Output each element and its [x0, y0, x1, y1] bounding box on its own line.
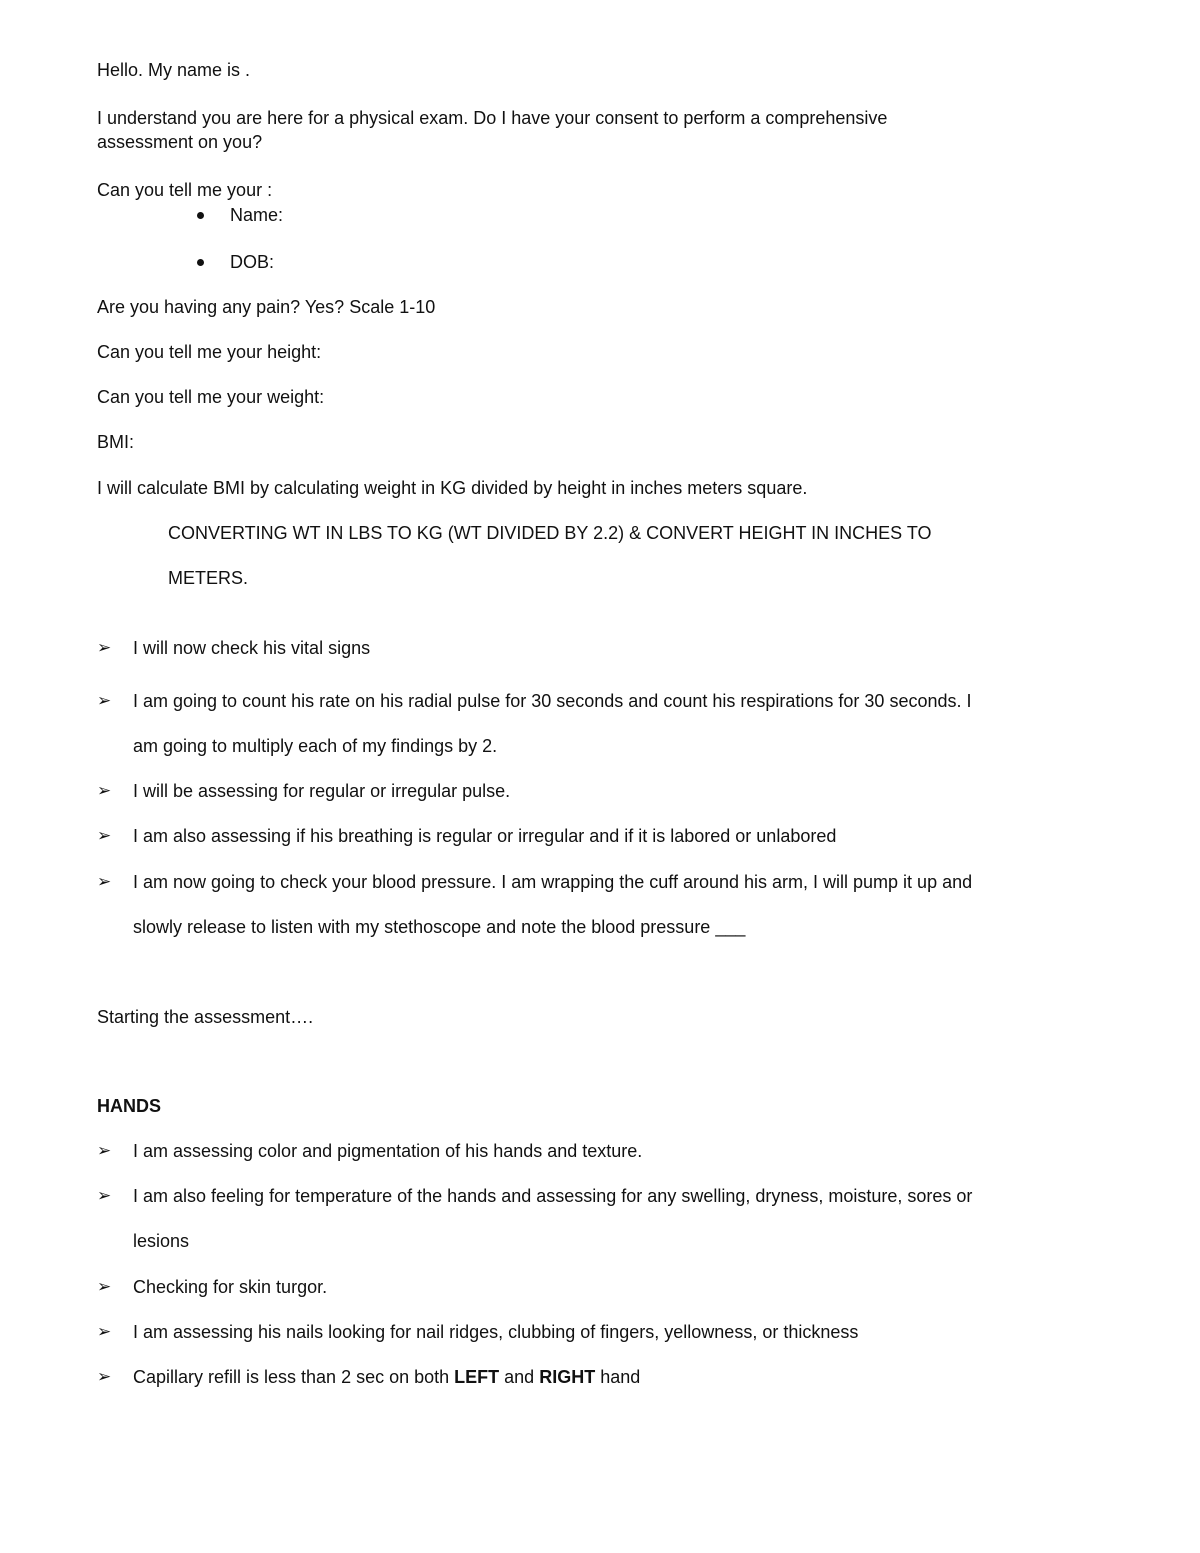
arrow-bullet-icon: ➢: [97, 826, 112, 846]
consent-line-2: assessment on you?: [97, 132, 263, 152]
hands-item-3: Checking for skin turgor.: [133, 1277, 328, 1297]
bmi-calc-line: I will calculate BMI by calculating weight in KG divided by height in inches meters square.: [97, 478, 808, 498]
ask-item-dob: DOB:: [230, 252, 275, 272]
cap-refill-middle: and: [499, 1367, 540, 1387]
arrow-bullet-icon: ➢: [97, 1186, 112, 1206]
arrow-bullet-icon: ➢: [97, 1277, 112, 1297]
arrow-bullet-icon: ➢: [97, 1367, 112, 1387]
cap-refill-left: LEFT: [454, 1367, 500, 1387]
hands-item-2-line-2: lesions: [133, 1231, 190, 1251]
hands-item-5: [133, 1366, 640, 1388]
convert-line-1: CONVERTING WT IN LBS TO KG (WT DIVIDED BY 2.2) & CONVERT HEIGHT IN INCHES TO: [168, 523, 932, 543]
vitals-item-5-line-1: I am now going to check your blood pressure. I am wrapping the cuff around his arm, I will pump it up and: [133, 872, 973, 892]
bullet-dot-icon: [197, 259, 204, 266]
vitals-item-2-line-1: I am going to count his rate on his radial pulse for 30 seconds and count his respirations for 30 seconds. I: [133, 691, 972, 711]
bullet-dot-icon: [197, 212, 204, 219]
vitals-item-4: I am also assessing if his breathing is regular or irregular and if it is labored or unlabored: [133, 826, 837, 846]
consent-line-1: I understand you are here for a physical exam. Do I have your consent to perform a comprehensive: [97, 108, 888, 128]
weight-line: Can you tell me your weight:: [97, 387, 325, 407]
hands-heading: HANDS: [97, 1096, 162, 1116]
bmi-label: BMI:: [97, 432, 135, 452]
vitals-item-2-line-2: am going to multiply each of my findings by 2.: [133, 736, 498, 756]
arrow-bullet-icon: ➢: [97, 691, 112, 711]
pain-line: Are you having any pain? Yes? Scale 1-10: [97, 297, 436, 317]
arrow-bullet-icon: ➢: [97, 781, 112, 801]
cap-refill-suffix: hand: [595, 1367, 641, 1387]
ask-intro: Can you tell me your :: [97, 180, 273, 200]
starting-line: Starting the assessment….: [97, 1007, 314, 1027]
height-line: Can you tell me your height:: [97, 342, 322, 362]
arrow-bullet-icon: ➢: [97, 1322, 112, 1342]
convert-line-2: METERS.: [168, 568, 249, 588]
ask-item-name: Name:: [230, 205, 284, 225]
vitals-item-3: I will be assessing for regular or irregular pulse.: [133, 781, 511, 801]
arrow-bullet-icon: ➢: [97, 638, 112, 658]
hands-item-1: I am assessing color and pigmentation of his hands and texture.: [133, 1141, 643, 1161]
cap-refill-prefix: Capillary refill is less than 2 sec on both: [133, 1367, 455, 1387]
vitals-item-1: I will now check his vital signs: [133, 638, 371, 658]
hands-item-4: I am assessing his nails looking for nail ridges, clubbing of fingers, yellowness, or thickness: [133, 1322, 859, 1342]
vitals-item-5-line-2: slowly release to listen with my stethoscope and note the blood pressure ___: [133, 917, 746, 937]
greeting-line: Hello. My name is .: [97, 60, 251, 80]
hands-item-2-line-1: I am also feeling for temperature of the hands and assessing for any swelling, dryness, moisture, sores or: [133, 1186, 973, 1206]
arrow-bullet-icon: ➢: [97, 872, 112, 892]
arrow-bullet-icon: ➢: [97, 1141, 112, 1161]
cap-refill-right: RIGHT: [539, 1367, 596, 1387]
